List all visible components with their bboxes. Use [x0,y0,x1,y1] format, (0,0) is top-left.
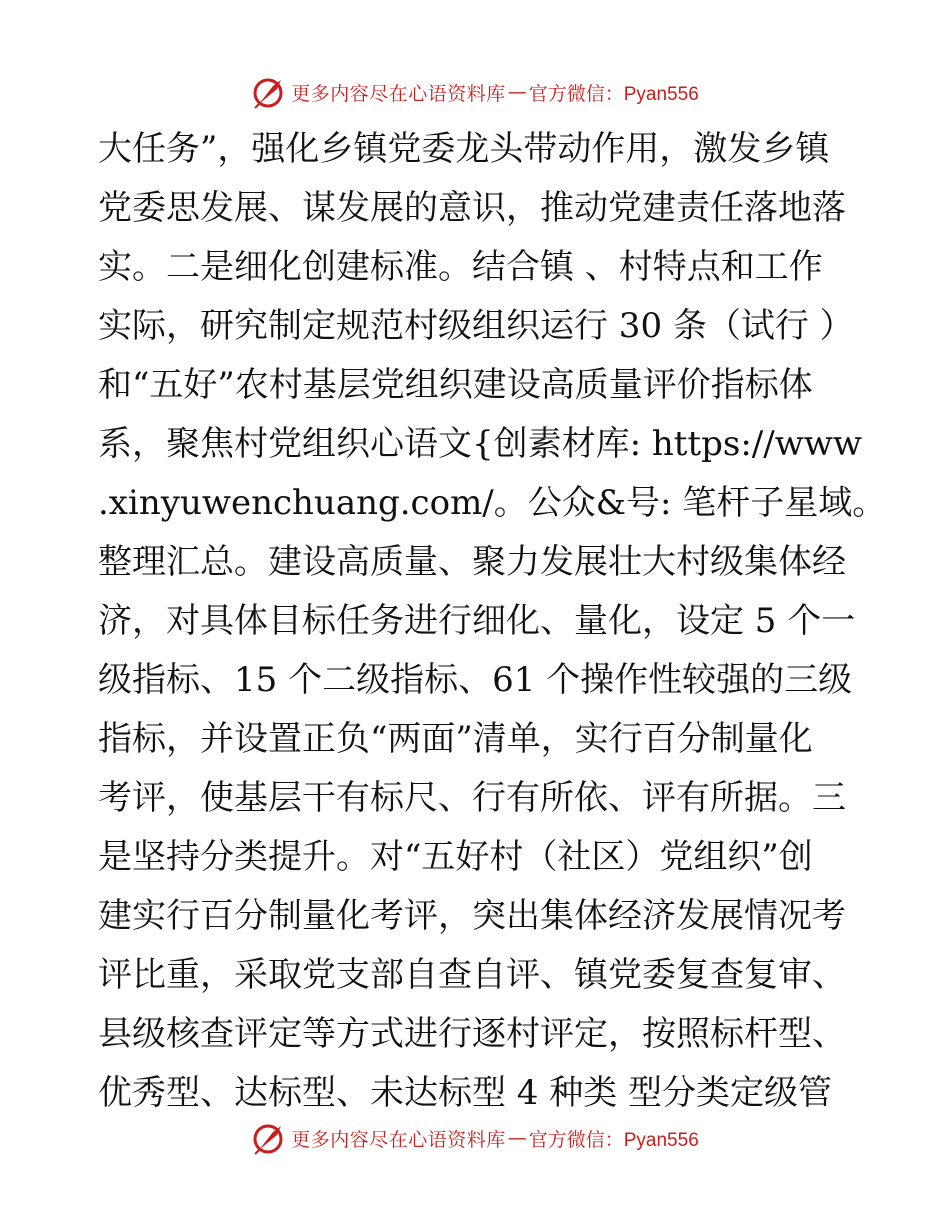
body-line: 县级核查评定等方式进行逐村评定，按照标杆型、 [98,1014,846,1054]
body-line: 实际，研究制定规范村级组织运行 30 条（试行 ） [98,306,854,346]
banner-contact: 官方微信：Pyan556 [528,1129,699,1151]
header-watermark-banner [0,72,950,112]
body-line: .xinyuwenchuang.com/。公众&号: 笔杆子星域。 [98,483,887,523]
body-line: 大任务”，强化乡镇党委龙头带动作用，激发乡镇 [98,129,830,169]
body-line: 优秀型、达标型、未达标型 4 种类 型分类定级管 [98,1073,833,1113]
quill-logo-icon [251,74,287,110]
body-line: 级指标、15 个二级指标、61 个操作性较强的三级 [98,660,853,700]
body-line: 评比重，采取党支部自查自评、镇党委复查复审、 [98,955,846,995]
footer-watermark-banner [0,1118,950,1158]
quill-logo-icon [251,1120,287,1156]
body-line: 党委思发展、谋发展的意识，推动党建责任落地落 [98,188,846,228]
body-line: 济，对具体目标任务进行细化、量化，设定 5 个一 [98,601,856,641]
body-line: 指标，并设置正负“两面”清单，实行百分制量化 [98,719,813,759]
body-line: 实。二是细化创建标准。结合镇 、村特点和工作 [98,247,823,287]
banner-contact: 官方微信：Pyan556 [528,83,699,105]
body-line: 是坚持分类提升。对“五好村（社区）党组织”创 [98,837,813,877]
body-line: 建实行百分制量化考评，突出集体经济发展情况考 [98,896,846,936]
banner-separator: — [507,1127,527,1149]
body-line: 整理汇总。建设高质量、聚力发展壮大村级集体经 [98,542,846,582]
document-body [98,120,887,1123]
banner-label: 更多内容尽在心语资料库 [291,82,506,105]
banner-separator: — [507,81,527,103]
banner-label: 更多内容尽在心语资料库 [291,1128,506,1151]
body-line: 和“五好”农村基层党组织建设高质量评价指标体 [98,365,813,405]
body-line: 考评，使基层干有标尺、行有所依、评有所据。三 [98,778,846,818]
body-line: 系，聚焦村党组织心语文{创素材库: https://www [98,424,863,464]
